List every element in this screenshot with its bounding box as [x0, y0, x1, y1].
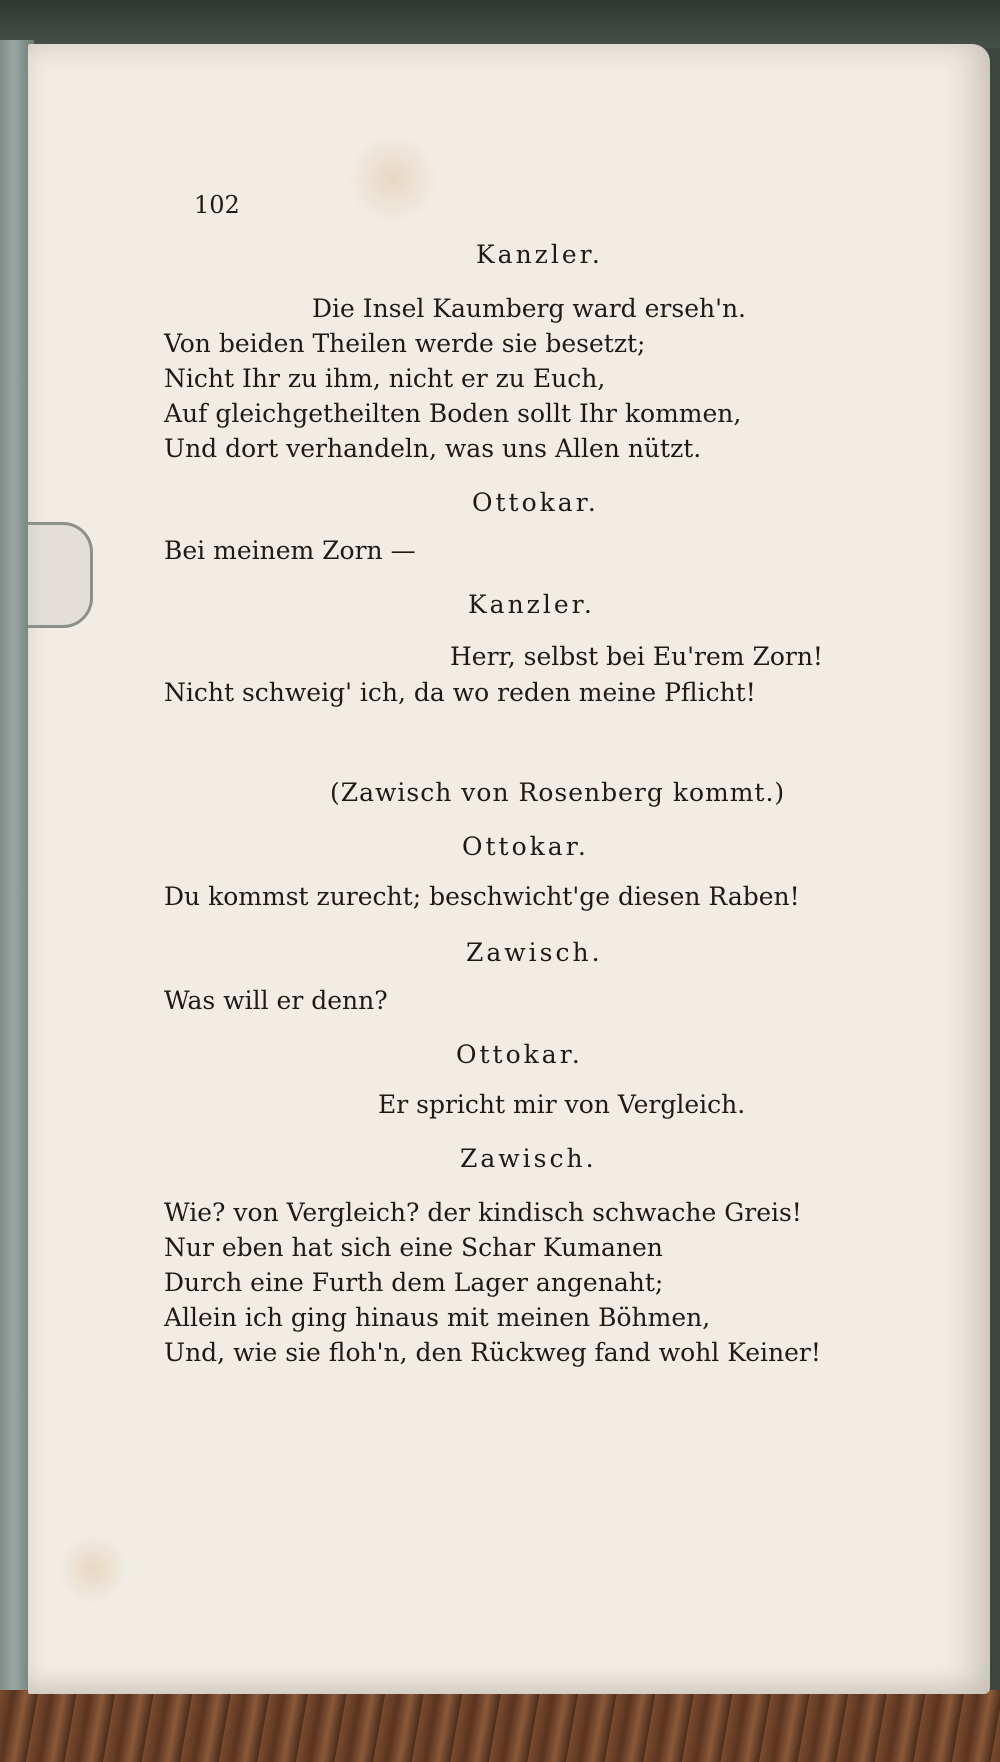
paper-stain [348, 134, 438, 224]
book-cover-edge [0, 1690, 1000, 1762]
verse-line: Allein ich ging hinaus mit meinen Böhmen, [164, 1303, 711, 1332]
speaker-name: Ottokar. [472, 488, 599, 517]
verse-line: Von beiden Theilen werde sie besetzt; [164, 329, 646, 358]
verse-line: Nicht schweig' ich, da wo reden meine Pflicht! [164, 678, 756, 707]
verse-line: Nicht Ihr zu ihm, nicht er zu Euch, [164, 364, 606, 393]
page-clip [28, 522, 93, 628]
verse-line: Durch eine Furth dem Lager angenaht; [164, 1268, 664, 1297]
stage-direction: (Zawisch von Rosenberg kommt.) [330, 778, 786, 807]
verse-line: Wie? von Vergleich? der kindisch schwache Greis! [164, 1198, 802, 1227]
verse-line: Die Insel Kaumberg ward erseh'n. [312, 294, 747, 323]
speaker-name: Kanzler. [468, 590, 595, 619]
speaker-name: Kanzler. [476, 240, 603, 269]
page-number: 102 [194, 191, 240, 219]
verse-line: Herr, selbst bei Eu'rem Zorn! [450, 642, 823, 671]
paper-stain [58, 1534, 128, 1604]
speaker-name: Zawisch. [460, 1144, 597, 1173]
verse-line: Und dort verhandeln, was uns Allen nützt. [164, 434, 702, 463]
verse-line: Er spricht mir von Vergleich. [378, 1090, 746, 1119]
verse-line: Was will er denn? [164, 986, 388, 1015]
speaker-name: Ottokar. [462, 832, 589, 861]
verse-line: Und, wie sie floh'n, den Rückweg fand wohl Keiner! [164, 1338, 821, 1367]
speaker-name: Ottokar. [456, 1040, 583, 1069]
speaker-name: Zawisch. [466, 938, 603, 967]
verse-line: Nur eben hat sich eine Schar Kumanen [164, 1233, 663, 1262]
scan-background-top [0, 0, 1000, 48]
verse-line: Bei meinem Zorn — [164, 536, 416, 565]
verse-line: Auf gleichgetheilten Boden sollt Ihr kommen, [164, 399, 742, 428]
book-page [28, 44, 990, 1694]
verse-line: Du kommst zurecht; beschwicht'ge diesen Raben! [164, 882, 800, 911]
